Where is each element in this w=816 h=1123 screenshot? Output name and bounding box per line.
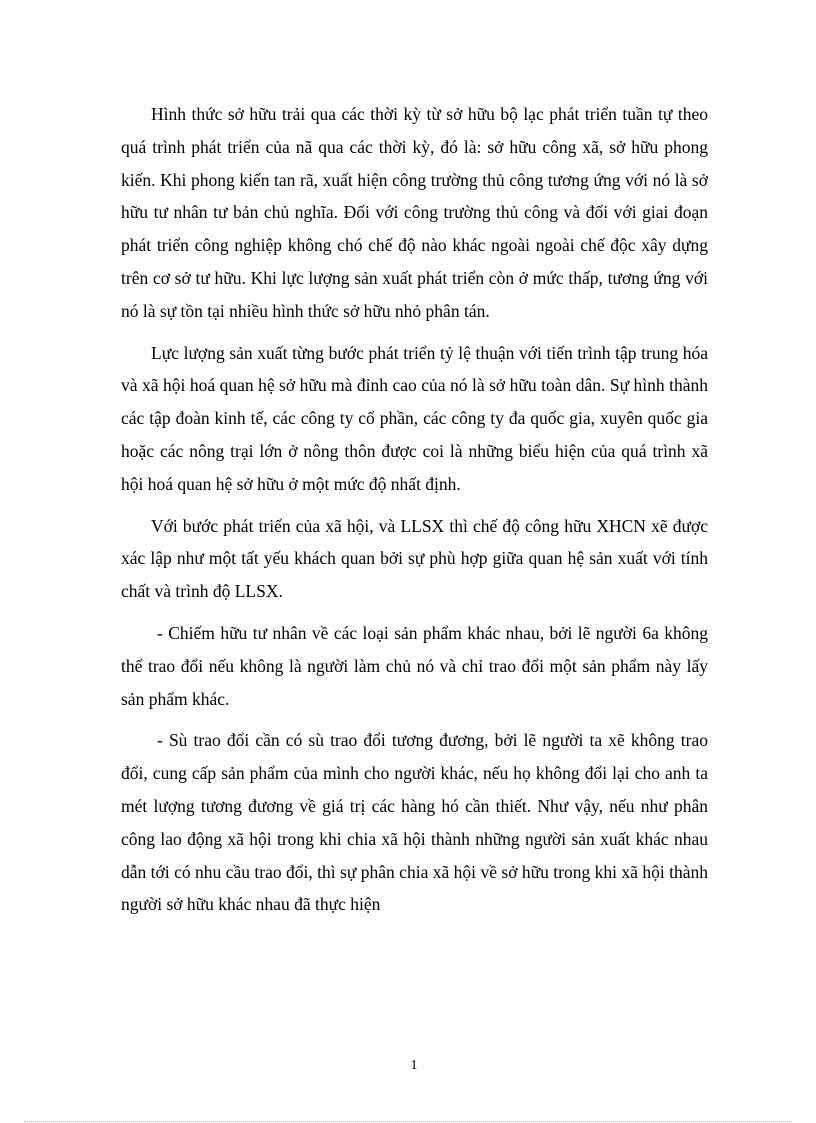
page-bottom-divider (24, 1121, 792, 1122)
document-body (121, 98, 708, 930)
paragraph-equivalent-exchange: - Sù trao đổi cần có sù trao đổi tương đương, bởi lẽ người ta xẽ không trao đổi, cung cấp sản phẩm của mình cho người khác, nếu họ không đổi lại cho anh ta mét lượng tương đương về giá trị các hàng hó cần thiết. Như vậy, nếu như phân công lao động xã hội trong khi chia xã hội thành những người sản xuất khác nhau dẫn tới có nhu cầu trao đổi, thì sự phân chia xã hội về sở hữu trong khi xã hội thành người sở hữu khác nhau đã thực hiện (121, 730, 708, 915)
paragraph-productive-forces: Lực lượng sản xuất từng bước phát triển tỷ lệ thuận với tiến trình tập trung hóa và xã hội hoá quan hệ sở hữu mà đỉnh cao của nó là sở hữu toàn dân. Sự hình thành các tập đoàn kinh tế, các công ty cổ phần, các công ty đa quốc gia, xuyên quốc gia hoặc các nông trại lớn ở nông thôn được coi là những biểu hiện của quá trình xã hội hoá quan hệ sở hữu ở một mức độ nhất định. (121, 342, 708, 494)
paragraph-private-possession: - Chiếm hữu tư nhân về các loại sản phẩm khác nhau, bởi lẽ người 6a không thể trao đổi nếu không là người làm chủ nó và chỉ trao đổi một sản phẩm này lấy sản phẩm khác. (121, 622, 708, 709)
page-number: 1 (410, 1058, 418, 1073)
paragraph-forms-of-ownership: Hình thức sở hữu trải qua các thời kỳ từ sở hữu bộ lạc phát triển tuần tự theo quá trình phát triển của nã qua các thời kỳ, đó là: sở hữu công xã, sở hữu phong kiến. Khi phong kiến tan rã, xuất hiện công trường thủ công tương ứng với nó là sở hữu tư nhân tư bản chủ nghĩa. Đối với công trường thủ công và đối với giai đoạn phát triển công nghiệp không chó chế độ nào khác ngoài ngoài chế độc xây dựng trên cơ sở tư hữu. Khi lực lượng sản xuất phát triển còn ở mức thấp, tương ứng với nó là sự tồn tại nhiều hình thức sở hữu nhỏ phân tán. (121, 104, 708, 321)
paragraph-public-ownership: Với bước phát triển của xã hội, và LLSX thì chế độ công hữu XHCN xẽ được xác lập như một tất yếu khách quan bởi sự phù hợp giữa quan hệ sản xuất với tính chất và trình độ LLSX. (121, 515, 708, 602)
